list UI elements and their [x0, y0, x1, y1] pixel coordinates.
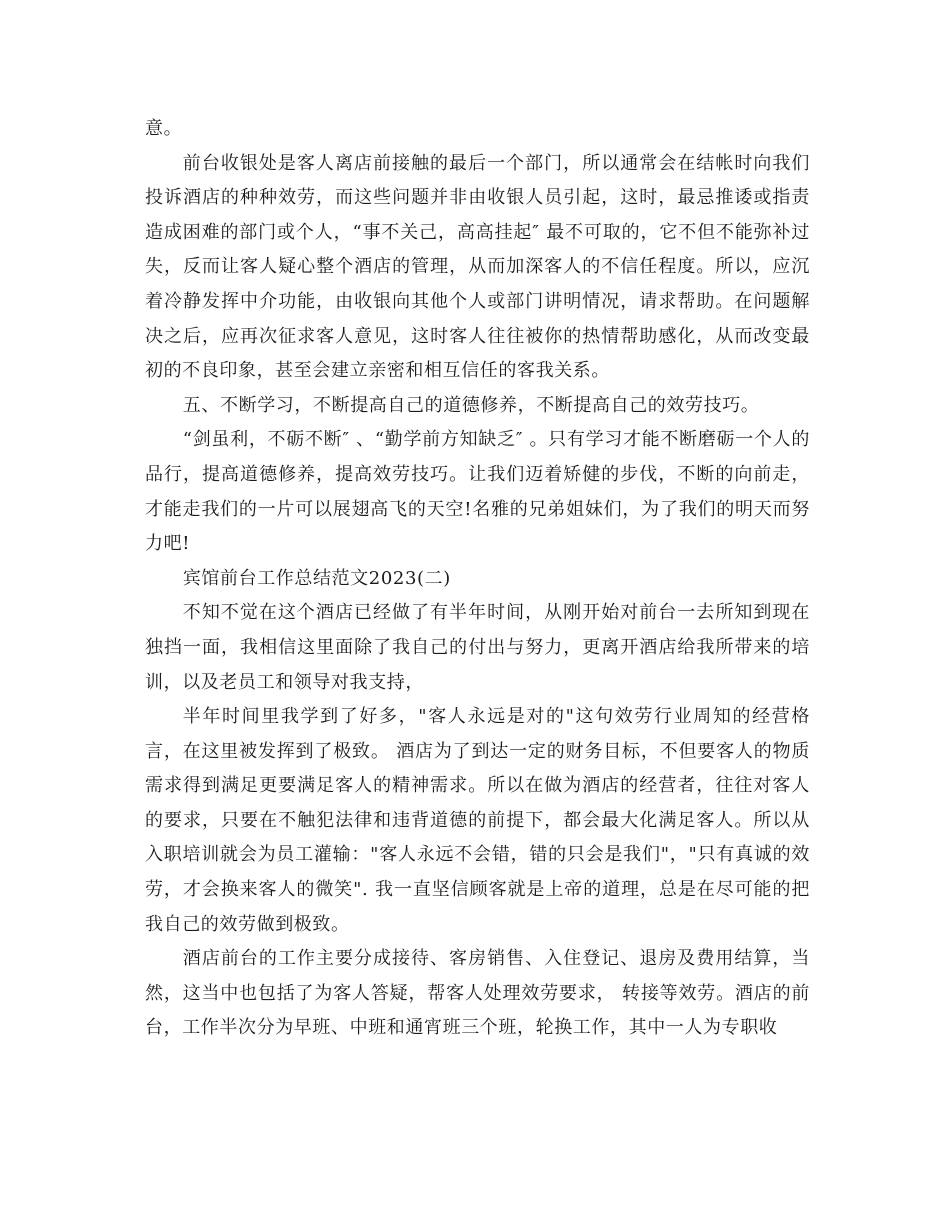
- paragraph-2: 前台收银处是客人离店前接触的最后一个部门，所以通常会在结帐时向我们投诉酒店的种种效劳，而这些问题并非由收银人员引起，这时，最忌推诿或指责造成困难的部门或个人，“事不关己，高高挂起″ 最不可取的，它不但不能弥补过失，反而让客人疑心整个酒店的管理，从而加深客人的不信任程度。所以，应沉着冷静发挥中介功能，由收银向其他个人或部门讲明情况，请求帮助。在问题解决之后，应再次征求客人意见，这时客人往往被你的热情帮助感化，从而改变最初的不良印象，甚至会建立亲密和相互信任的客我关系。: [145, 152, 810, 382]
- paragraph-1: 意。: [145, 118, 183, 139]
- paragraph-6: 不知不觉在这个酒店已经做了有半年时间，从刚开始对前台一去所知到现在独挡一面，我相信这里面除了我自己的付出与努力，更离开酒店给我所带来的培训，以及老员工和领导对我支持，: [145, 602, 810, 693]
- section-heading: 宾馆前台工作总结范文2023(二): [182, 567, 451, 589]
- paragraph-7: 半年时间里我学到了好多，"客人永远是对的"这句效劳行业周知的经营格言，在这里被发挥到了极致。 酒店为了到达一定的财务目标，不但要客人的物质需求得到满足更要满足客人的精神需求。所以在做为酒店的经营者，往往对客人的要求，只要在不触犯法律和违背道德的前提下，都会最大化满足客人。所以从入职培训就会为员工灌输："客人永远不会错，错的只会是我们"，"只有真诚的效劳，才会换来客人的微笑". 我一直坚信顾客就是上帝的道理，总是在尽可能的把我自己的效劳做到极致。: [145, 706, 810, 935]
- paragraph-3: 五、不断学习，不断提高自己的道德修养，不断提高自己的效劳技巧。: [182, 394, 760, 416]
- paragraph-4: “剑虽利，不砺不断″ 、“勤学前方知缺乏″ 。只有学习才能不断磨砺一个人的品行，提高道德修养，提高效劳技巧。让我们迈着矫健的步伐，不断的向前走，才能走我们的一片可以展翅高飞的天空!名雅的兄弟姐妹们，为了我们的明天而努力吧!: [145, 429, 810, 555]
- document-body: [145, 112, 810, 1046]
- paragraph-8: 酒店前台的工作主要分成接待、客房销售、入住登记、退房及费用结算，当然，这当中也包括了为客人答疑，帮客人处理效劳要求， 转接等效劳。酒店的前台，工作半次分为早班、中班和通宵班三个班，轮换工作，其中一人为专职收: [145, 948, 810, 1039]
